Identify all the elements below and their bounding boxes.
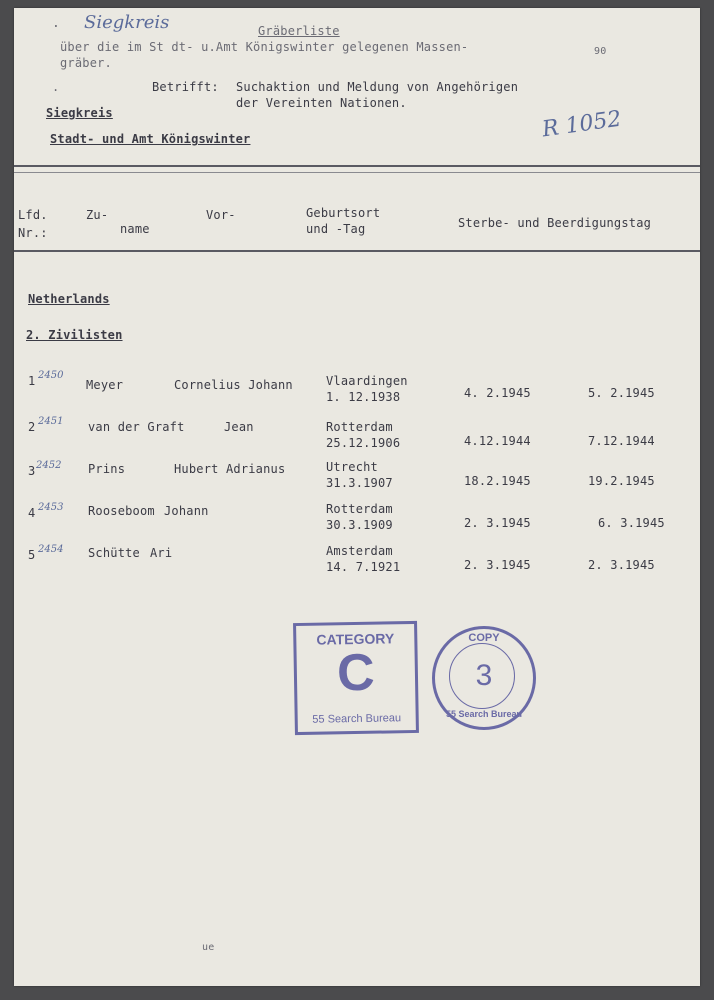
row-burial: 7.12.1944 xyxy=(588,434,655,448)
row-birth-place: Rotterdam xyxy=(326,502,393,516)
row-nr: 5 xyxy=(28,548,36,562)
row-burial: 19.2.1945 xyxy=(588,474,655,488)
row-birth-date: 14. 7.1921 xyxy=(326,560,401,574)
row-death: 18.2.1945 xyxy=(464,474,531,488)
col-surname-2: name xyxy=(120,222,150,236)
col-birth-1: Geburtsort xyxy=(306,206,381,220)
district-title: Siegkreis xyxy=(46,106,113,120)
row-firstname: Jean xyxy=(224,420,254,434)
row-ref: 2452 xyxy=(36,460,62,471)
row-death: 4. 2.1945 xyxy=(464,386,531,400)
column-header-divider xyxy=(14,250,700,252)
category-stamp xyxy=(293,621,419,735)
document-page xyxy=(14,8,700,986)
header-dot-2: . xyxy=(52,80,60,94)
row-birth-place: Utrecht xyxy=(326,460,378,474)
row-nr: 4 xyxy=(28,506,36,520)
copy-stamp-title: COPY xyxy=(468,632,500,644)
row-nr: 3 xyxy=(28,464,36,478)
footer-mark: ue xyxy=(202,942,215,953)
handwritten-ref: R 1052 xyxy=(540,106,623,143)
row-surname: Meyer xyxy=(86,378,124,392)
col-nr-2: Nr.: xyxy=(18,226,48,240)
category-stamp-footer: 55 Search Bureau xyxy=(312,712,402,726)
col-surname-1: Zu- xyxy=(86,208,109,222)
row-ref: 2450 xyxy=(38,370,64,381)
copy-stamp xyxy=(432,626,536,730)
row-firstname: Ari xyxy=(150,546,173,560)
row-surname: Rooseboom xyxy=(88,504,155,518)
row-birth-date: 25.12.1906 xyxy=(326,436,401,450)
row-birth-date: 30.3.1909 xyxy=(326,518,393,532)
header-line-2: gräber. xyxy=(60,56,112,70)
header-dot: . xyxy=(52,16,61,31)
subject-line-1: Suchaktion und Meldung von Angehörigen xyxy=(236,80,519,94)
row-firstname: Hubert Adrianus xyxy=(174,462,286,476)
row-burial: 2. 3.1945 xyxy=(588,558,655,572)
category-stamp-title: CATEGORY xyxy=(316,630,395,648)
row-ref: 2454 xyxy=(38,544,64,555)
row-birth-date: 31.3.1907 xyxy=(326,476,393,490)
row-birth-place: Vlaardingen xyxy=(326,374,408,388)
handwritten-place: Siegkreis xyxy=(84,12,170,33)
header-divider-thin xyxy=(14,172,700,173)
row-nr: 2 xyxy=(28,420,36,434)
copy-stamp-number: 3 xyxy=(475,659,493,692)
row-burial: 5. 2.1945 xyxy=(588,386,655,400)
section-category: 2. Zivilisten xyxy=(26,328,123,342)
col-birth-2: und -Tag xyxy=(306,222,366,236)
row-birth-place: Amsterdam xyxy=(326,544,393,558)
row-surname: Schütte xyxy=(88,546,140,560)
row-ref: 2453 xyxy=(38,502,64,513)
col-death-burial: Sterbe- und Beerdigungstag xyxy=(458,216,652,230)
row-nr: 1 xyxy=(28,374,36,388)
col-nr-1: Lfd. xyxy=(18,208,48,222)
row-surname: van der Graft xyxy=(88,420,185,434)
copy-stamp-footer: 55 Search Bureau xyxy=(445,709,523,719)
row-firstname: Cornelius Johann xyxy=(174,378,293,392)
section-country: Netherlands xyxy=(28,292,110,306)
subject-line-2: der Vereinten Nationen. xyxy=(236,96,407,110)
row-surname: Prins xyxy=(88,462,126,476)
row-burial: 6. 3.1945 xyxy=(598,516,665,530)
row-death: 2. 3.1945 xyxy=(464,516,531,530)
row-ref: 2451 xyxy=(38,416,64,427)
district-subtitle: Stadt- und Amt Königswinter xyxy=(50,132,251,146)
header-divider xyxy=(14,165,700,167)
category-stamp-letter: C xyxy=(336,643,376,703)
col-firstname: Vor- xyxy=(206,208,236,222)
header-line-1: über die im St dt- u.Amt Königswinter gelegenen Massen- xyxy=(60,40,469,54)
row-death: 4.12.1944 xyxy=(464,434,531,448)
list-title: Gräberliste xyxy=(258,24,340,38)
subject-label: Betrifft: xyxy=(152,80,219,94)
row-firstname: Johann xyxy=(164,504,209,518)
row-birth-place: Rotterdam xyxy=(326,420,393,434)
row-death: 2. 3.1945 xyxy=(464,558,531,572)
row-birth-date: 1. 12.1938 xyxy=(326,390,401,404)
page-mark: 90 xyxy=(594,46,607,57)
